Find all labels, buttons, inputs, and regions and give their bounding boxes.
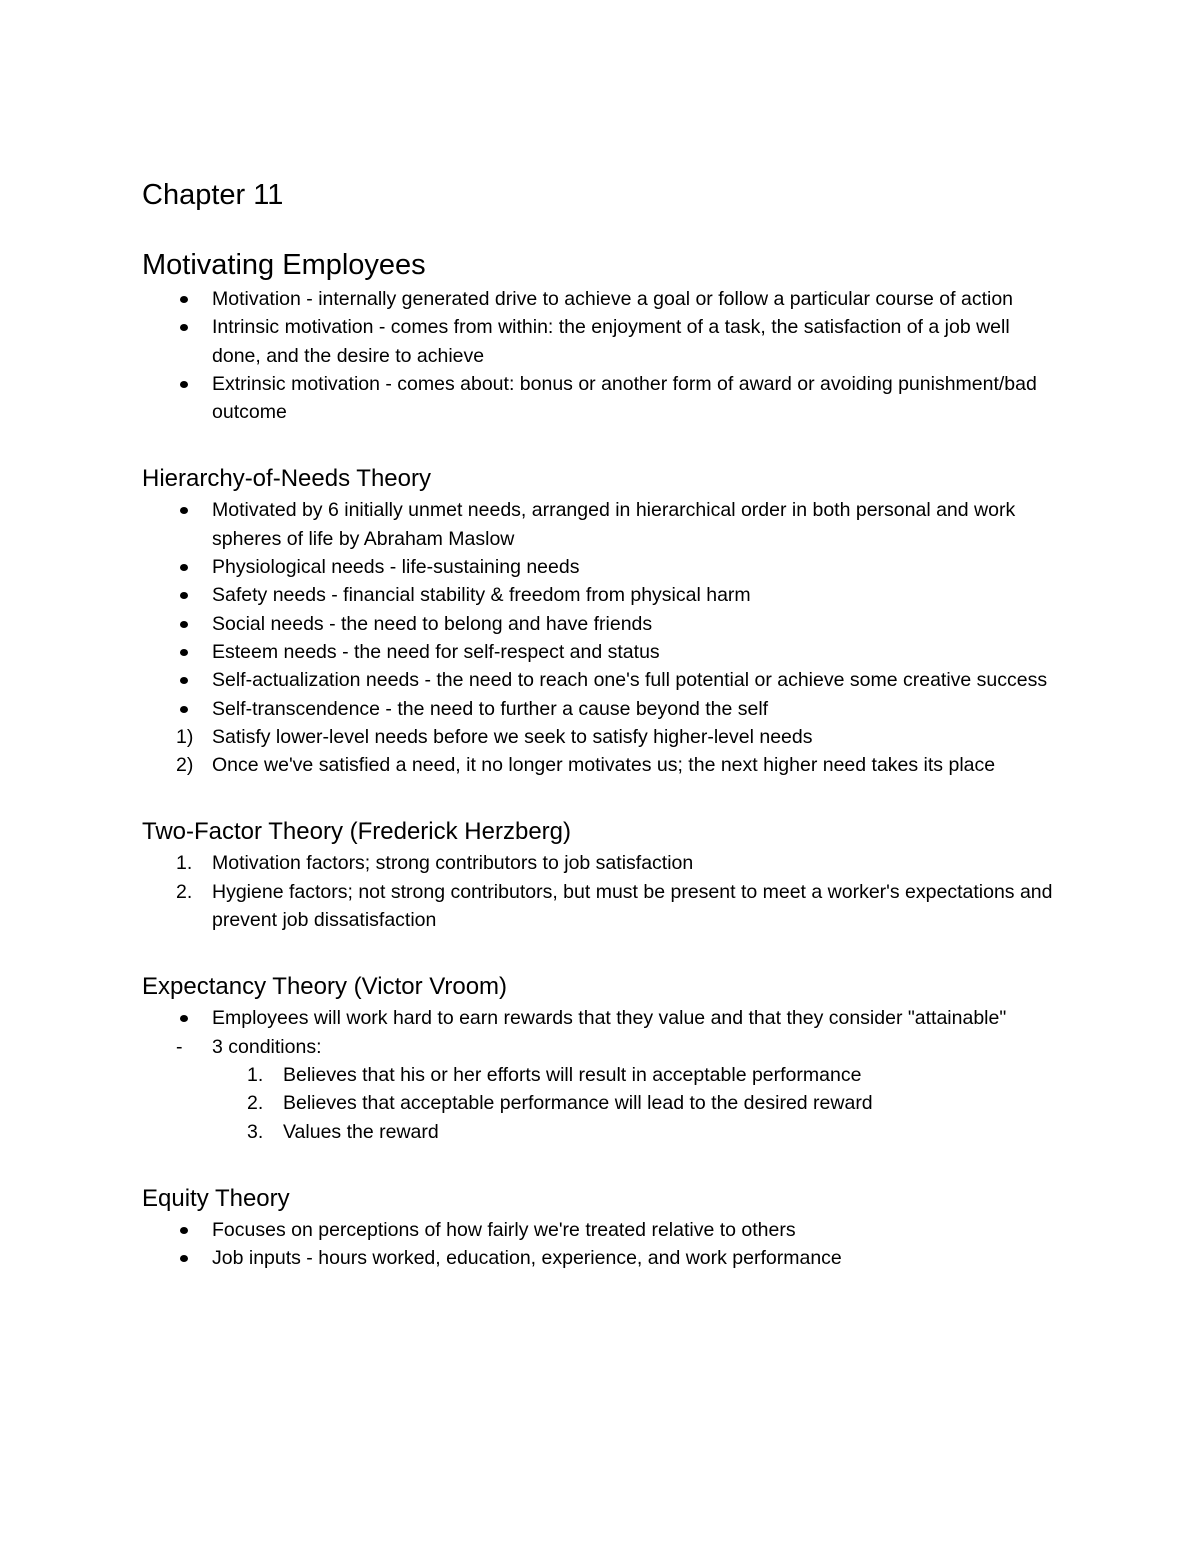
- list-item-text: Believes that acceptable performance will lead to the desired reward: [283, 1092, 873, 1115]
- list-marker: 2.: [176, 880, 193, 903]
- bullet-icon: [180, 592, 188, 599]
- bullet-icon: [180, 296, 188, 303]
- two-factor-list: [142, 849, 1062, 934]
- document-page: [142, 175, 1062, 1272]
- bullet-icon: [180, 621, 188, 628]
- dash-marker: -: [176, 1035, 183, 1058]
- list-item: [142, 1244, 1062, 1272]
- bullet-icon: [180, 324, 188, 331]
- list-item-text: Once we've satisfied a need, it no longer motivates us; the next higher need takes its place: [212, 754, 996, 777]
- list-item-text: Believes that his or her efforts will result in acceptable performance: [283, 1063, 862, 1086]
- list-item: [142, 1216, 1062, 1244]
- list-item: [142, 666, 1062, 694]
- list-item: [142, 313, 1062, 370]
- bullet-icon: [180, 677, 188, 684]
- list-item-text: Esteem needs - the need for self-respect and status: [212, 640, 660, 663]
- list-item: [142, 610, 1062, 638]
- list-item-text: Extrinsic motivation - comes about: bonus or another form of award or avoiding punishment/bad outcome: [212, 372, 1037, 424]
- list-marker: 1.: [247, 1063, 264, 1086]
- list-item: [142, 285, 1062, 313]
- list-item: [142, 370, 1062, 427]
- list-item: [142, 581, 1062, 609]
- list-item: [142, 638, 1062, 666]
- section-heading-motivating-employees: Motivating Employees: [142, 249, 426, 281]
- section-two-factor: [142, 815, 1062, 934]
- bullet-icon: [180, 1255, 188, 1262]
- list-item-text: Motivation factors; strong contributors to job satisfaction: [212, 852, 694, 875]
- list-item-text: Focuses on perceptions of how fairly we're treated relative to others: [212, 1218, 796, 1241]
- bullet-icon: [180, 706, 188, 713]
- bullet-icon: [180, 381, 188, 388]
- numbered-item: [142, 849, 1062, 877]
- list-marker: 1.: [176, 852, 193, 875]
- numbered-item: [142, 1118, 1062, 1146]
- list-item-text: Social needs - the need to belong and have friends: [212, 612, 653, 635]
- list-item-text: Job inputs - hours worked, education, experience, and work performance: [212, 1247, 842, 1270]
- section-expectancy: [142, 970, 1062, 1145]
- list-marker: 3.: [247, 1120, 264, 1143]
- list-item-text: Motivated by 6 initially unmet needs, arranged in hierarchical order in both personal and work spheres of life by Abraham Maslow: [212, 499, 1016, 550]
- section-heading-hierarchy: Hierarchy-of-Needs Theory: [142, 465, 431, 493]
- list-item-text: Employees will work hard to earn rewards that they value and that they consider "attainable": [212, 1007, 1007, 1030]
- list-item: [142, 496, 1062, 553]
- list-marker: 2.: [247, 1092, 264, 1115]
- hierarchy-list: [142, 496, 1062, 779]
- list-item-text: Intrinsic motivation - comes from within: the enjoyment of a task, the satisfaction of a job well done, and the desire to achieve: [212, 316, 1010, 367]
- list-item-text: Hygiene factors; not strong contributors, but must be present to meet a worker's expectations and prevent job dissatisfaction: [212, 880, 1053, 932]
- bullet-icon: [180, 1227, 188, 1234]
- bullet-icon: [180, 507, 188, 514]
- list-item: [142, 695, 1062, 723]
- numbered-item: [142, 723, 1062, 751]
- list-item: [142, 1004, 1062, 1032]
- list-marker: 2): [176, 754, 194, 777]
- list-item-text: Self-actualization needs - the need to reach one's full potential or achieve some creative success: [212, 669, 1048, 692]
- list-item-text: Values the reward: [283, 1120, 439, 1143]
- numbered-item: [142, 1089, 1062, 1117]
- chapter-title: Chapter 11: [142, 179, 284, 211]
- bullet-icon: [180, 564, 188, 571]
- list-item-text: Self-transcendence - the need to further a cause beyond the self: [212, 697, 769, 720]
- list-item: [142, 553, 1062, 581]
- dash-item: [142, 1033, 1062, 1061]
- numbered-item: [142, 878, 1062, 935]
- section-equity: [142, 1182, 1062, 1273]
- numbered-item: [142, 751, 1062, 779]
- list-item-text: 3 conditions:: [212, 1035, 322, 1058]
- section-heading-two-factor: Two-Factor Theory (Frederick Herzberg): [142, 818, 571, 846]
- list-item-text: Safety needs - financial stability & freedom from physical harm: [212, 584, 751, 607]
- intro-list: [142, 285, 1062, 426]
- list-item-text: Motivation - internally generated drive to achieve a goal or follow a particular course of action: [212, 288, 1014, 310]
- equity-list: [142, 1216, 1062, 1273]
- numbered-item: [142, 1061, 1062, 1089]
- bullet-icon: [180, 1015, 188, 1022]
- bullet-icon: [180, 649, 188, 656]
- list-item-text: Satisfy lower-level needs before we seek to satisfy higher-level needs: [212, 725, 813, 748]
- section-heading-expectancy: Expectancy Theory (Victor Vroom): [142, 973, 508, 1001]
- list-item-text: Physiological needs - life-sustaining needs: [212, 556, 580, 579]
- section-heading-equity: Equity Theory: [142, 1184, 290, 1212]
- expectancy-list: [142, 1004, 1062, 1145]
- section-hierarchy: [142, 462, 1062, 779]
- list-marker: 1): [176, 725, 194, 748]
